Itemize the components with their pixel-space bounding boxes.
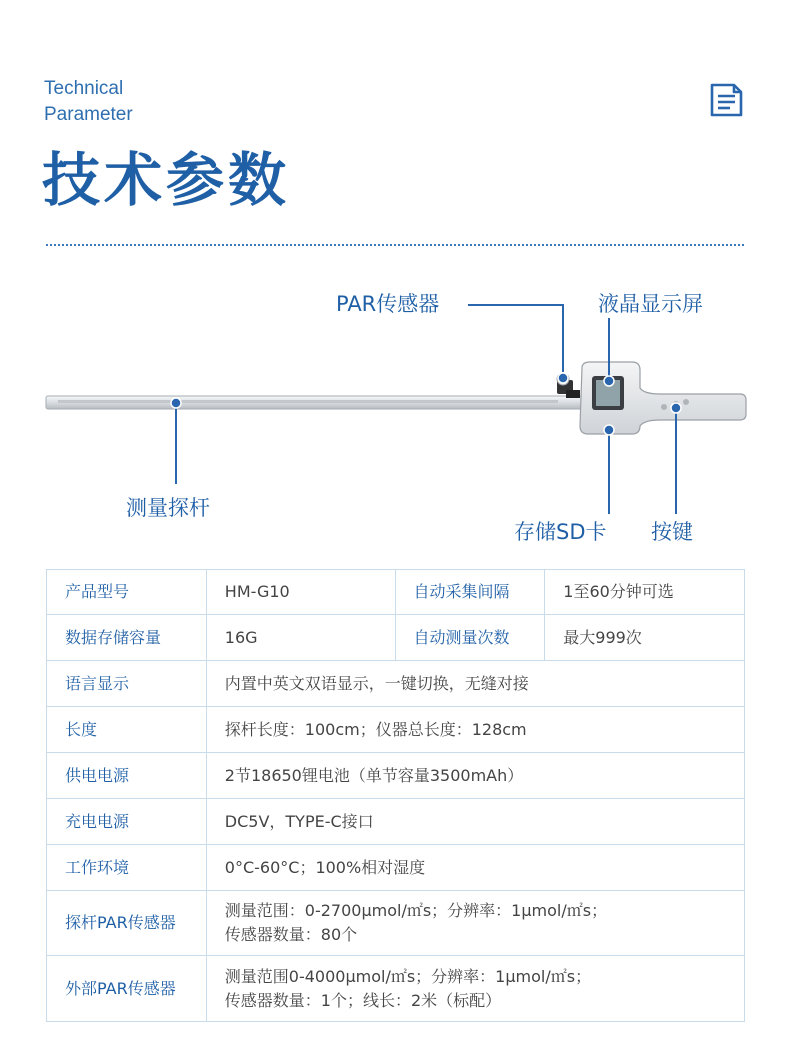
table-row: [47, 615, 745, 661]
spec-label: 自动测量次数: [395, 615, 545, 661]
spec-value-line: 传感器数量：1个；线长：2米（标配）: [224, 990, 502, 1010]
table-row: [47, 661, 745, 707]
callout-lcd: 液晶显示屏: [598, 292, 703, 316]
lcd-marker: [604, 376, 614, 386]
table-row: [47, 707, 745, 753]
spec-label: 自动采集间隔: [395, 570, 545, 615]
callout-probe: 测量探杆: [126, 496, 210, 520]
spec-value: HM-G10: [206, 570, 395, 615]
sd-marker: [604, 425, 614, 435]
spec-value-line: 传感器数量：80个: [224, 925, 358, 944]
spec-value: 探杆长度：100cm；仪器总长度：128cm: [206, 707, 744, 753]
spec-value: 0°C-60°C；100%相对湿度: [206, 845, 744, 891]
par-sensor-marker: [558, 373, 568, 383]
table-row: [47, 891, 745, 956]
spec-label: 探杆PAR传感器: [47, 891, 207, 956]
table-row: [47, 845, 745, 891]
spec-value: 1至60分钟可选: [545, 570, 745, 615]
document-icon: [708, 82, 744, 118]
english-title: [44, 76, 133, 128]
spec-label: 供电电源: [47, 753, 207, 799]
spec-value: 2节18650锂电池（单节容量3500mAh）: [206, 753, 744, 799]
page-title: 技术参数: [42, 146, 291, 214]
device-body: [580, 362, 746, 434]
probe-marker: [171, 398, 181, 408]
spec-label: 工作环境: [47, 845, 207, 891]
callout-par-sensor: PAR传感器: [336, 292, 440, 316]
keys-marker: [671, 403, 681, 413]
spec-value-line: 测量范围：0-2700μmol/㎡s；分辨率：1μmol/㎡s；: [224, 901, 608, 920]
english-title-line1: Technical: [44, 78, 124, 99]
spec-value: [206, 956, 744, 1022]
dotted-divider: [46, 244, 744, 246]
spec-label: 长度: [47, 707, 207, 753]
table-row: [47, 799, 745, 845]
spec-label: 产品型号: [47, 570, 207, 615]
spec-value: 内置中英文双语显示，一键切换，无缝对接: [206, 661, 744, 707]
english-title-line2: Parameter: [44, 104, 133, 125]
callout-sd-card: 存储SD卡: [514, 520, 607, 544]
spec-label: 充电电源: [47, 799, 207, 845]
spec-value-line: 测量范围0-4000μmol/㎡s；分辨率：1μmol/㎡s；: [224, 966, 592, 986]
spec-value: DC5V，TYPE-C接口: [206, 799, 744, 845]
spec-label: 外部PAR传感器: [47, 956, 207, 1022]
device-diagram: [0, 280, 790, 560]
table-row: [47, 753, 745, 799]
spec-table: [46, 569, 745, 1022]
spec-value: [206, 891, 744, 956]
spec-label: 语言显示: [47, 661, 207, 707]
spec-value: 最大999次: [545, 615, 745, 661]
table-row: [47, 956, 745, 1022]
spec-value: 16G: [206, 615, 395, 661]
spec-label: 数据存储容量: [47, 615, 207, 661]
probe-rod: [46, 396, 586, 409]
callout-keys: 按键: [651, 520, 693, 544]
table-row: [47, 570, 745, 615]
